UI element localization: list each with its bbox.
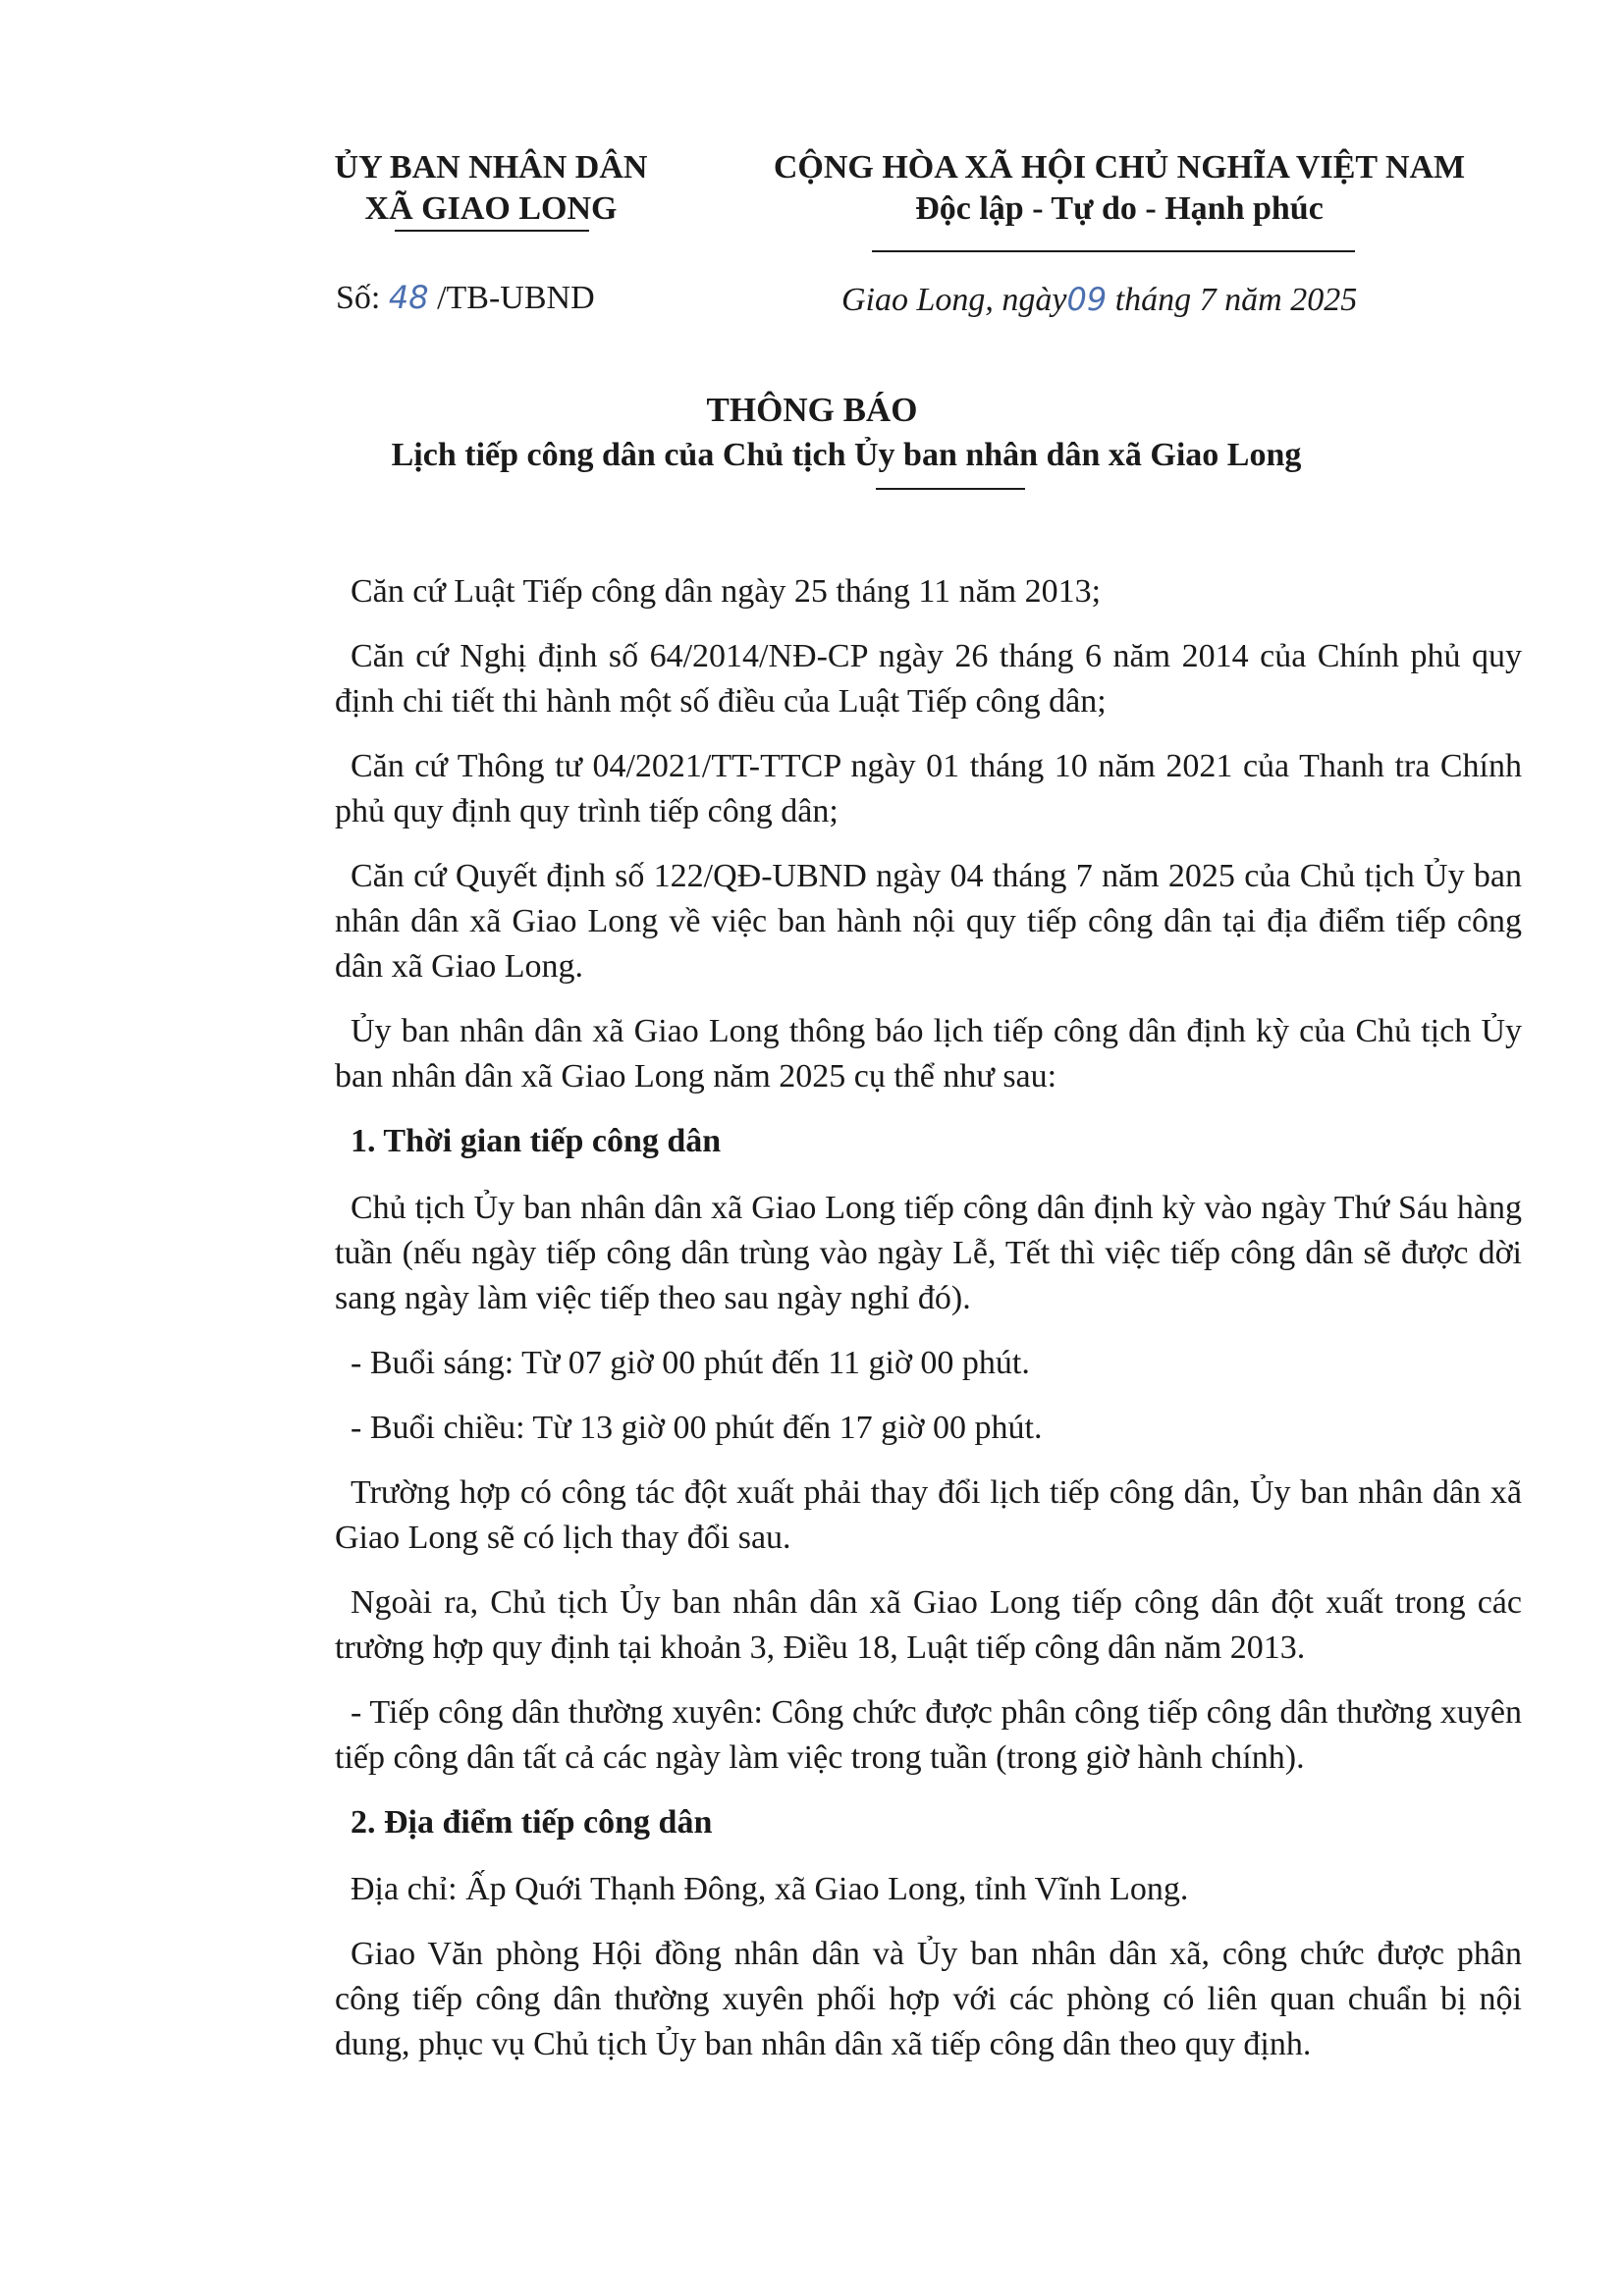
- basis-paragraph-4: Căn cứ Quyết định số 122/QĐ-UBND ngày 04 tháng 7 năm 2025 của Chủ tịch Ủy ban nhân dân xã Giao Long về việc ban hành nội quy tiếp công dân tại địa điểm tiếp công dân xã Giao Long.: [335, 858, 1522, 985]
- basis-paragraph-1: Căn cứ Luật Tiếp công dân ngày 25 tháng 11 năm 2013;: [351, 573, 1102, 610]
- basis-paragraph-2: Căn cứ Nghị định số 64/2014/NĐ-CP ngày 26 tháng 6 năm 2014 của Chính phủ quy định chi tiết thi hành một số điều của Luật Tiếp công dân;: [335, 638, 1522, 720]
- document-subtitle: Lịch tiếp công dân của Chủ tịch Ủy ban nhân dân xã Giao Long: [391, 437, 1302, 473]
- number-handwritten: 48: [388, 279, 429, 316]
- date-prefix: Giao Long, ngày: [841, 282, 1067, 318]
- irregular-paragraph: Ngoài ra, Chủ tịch Ủy ban nhân dân xã Giao Long tiếp công dân đột xuất trong các trường hợp quy định tại khoản 3, Điều 18, Luật tiếp công dân năm 2013.: [335, 1584, 1522, 1666]
- number-prefix: Số:: [336, 280, 381, 316]
- issuing-authority: [295, 147, 687, 230]
- basis-paragraph-3: Căn cứ Thông tư 04/2021/TT-TTCP ngày 01 tháng 10 năm 2021 của Thanh tra Chính phủ quy định quy trình tiếp công dân;: [335, 748, 1522, 829]
- address-paragraph: Địa chỉ: Ấp Quới Thạnh Đông, xã Giao Long, tỉnh Vĩnh Long.: [351, 1871, 1189, 1907]
- motto: Độc lập - Tự do - Hạnh phúc: [915, 190, 1324, 227]
- authority-line-1: ỦY BAN NHÂN DÂN: [334, 149, 648, 186]
- title-underline: [876, 488, 1025, 490]
- section-heading-1: 1. Thời gian tiếp công dân: [351, 1123, 722, 1159]
- number-suffix: /TB-UBND: [437, 280, 595, 316]
- regular-reception-paragraph: - Tiếp công dân thường xuyên: Công chức được phân công tiếp công dân thường xuyên tiếp công dân tất cả các ngày làm việc trong tuần (trong giờ hành chính).: [335, 1694, 1522, 1776]
- morning-hours: - Buổi sáng: Từ 07 giờ 00 phút đến 11 giờ 00 phút.: [351, 1345, 1030, 1381]
- document-title: THÔNG BÁO: [706, 391, 918, 429]
- date-day-handwritten: 09: [1066, 281, 1108, 318]
- national-motto: [727, 147, 1512, 230]
- document-number: [336, 277, 595, 319]
- schedule-paragraph: Chủ tịch Ủy ban nhân dân xã Giao Long tiếp công dân định kỳ vào ngày Thứ Sáu hàng tuần (nếu ngày tiếp công dân trùng vào ngày Lễ, Tết thì việc tiếp công dân sẽ được dời sang ngày làm việc tiếp theo sau ngày nghỉ đó).: [335, 1190, 1522, 1316]
- motto-underline: [872, 250, 1355, 252]
- assignment-paragraph: Giao Văn phòng Hội đồng nhân dân và Ủy ban nhân dân xã, công chức được phân công tiếp công dân thường xuyên phối hợp với các phòng có liên quan chuẩn bị nội dung, phục vụ Chủ tịch Ủy ban nhân dân xã tiếp công dân theo quy định.: [335, 1936, 1522, 2062]
- national-title: CỘNG HÒA XÃ HỘI CHỦ NGHĨA VIỆT NAM: [773, 149, 1466, 186]
- afternoon-hours: - Buổi chiều: Từ 13 giờ 00 phút đến 17 giờ 00 phút.: [351, 1410, 1043, 1446]
- authority-underline: [395, 230, 589, 232]
- change-paragraph: Trường hợp có công tác đột xuất phải thay đổi lịch tiếp công dân, Ủy ban nhân dân xã Giao Long sẽ có lịch thay đổi sau.: [335, 1474, 1522, 1556]
- authority-line-2: XÃ GIAO LONG: [364, 190, 618, 227]
- document-body: [335, 569, 1522, 2087]
- date-suffix: tháng 7 năm 2025: [1114, 282, 1358, 318]
- intro-paragraph: Ủy ban nhân dân xã Giao Long thông báo lịch tiếp công dân định kỳ của Chủ tịch Ủy ban nhân dân xã Giao Long năm 2025 cụ thể như sau:: [335, 1013, 1522, 1095]
- section-heading-2: 2. Địa điểm tiếp công dân: [351, 1804, 713, 1841]
- issue-date: [841, 279, 1357, 321]
